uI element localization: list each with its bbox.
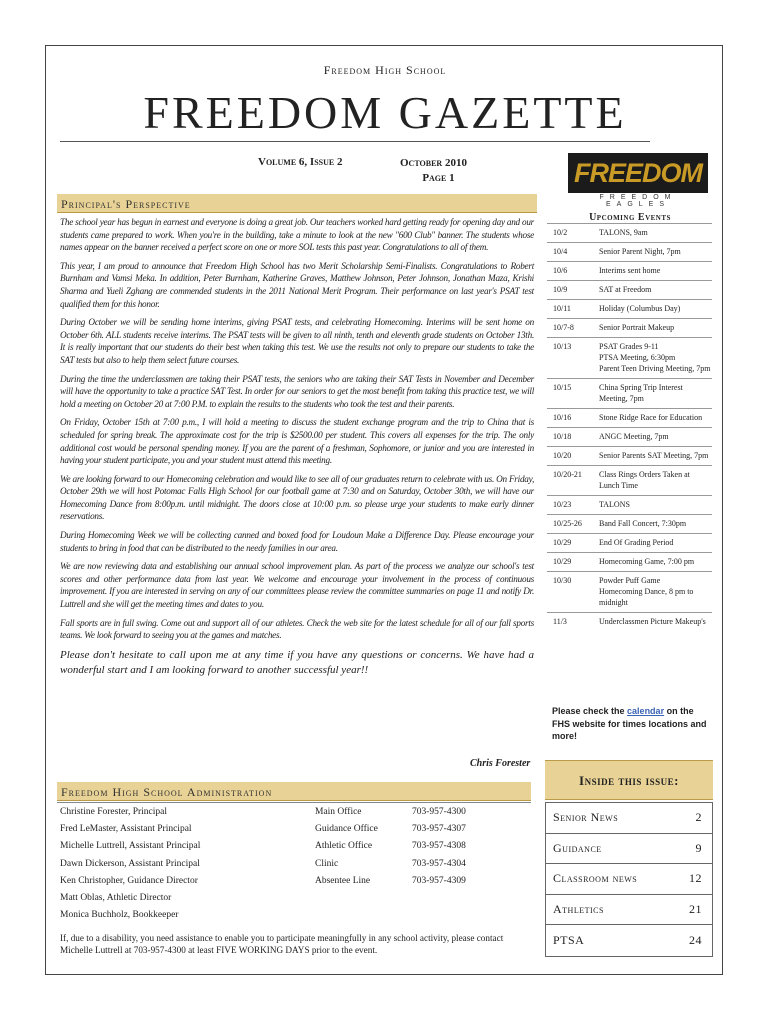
event-row [547, 514, 712, 533]
event-date: 10/7-8 [553, 323, 574, 332]
principal-signature: Chris Forester [470, 758, 531, 769]
article-paragraph: This year, I am proud to announce that Freedom High School has two Merit Scholarship Semi-Finalists. Congratulations to Robert Burnham and Vamsi Meka. In addition, Peter Burnham, Katherine Graves, Matthew Johnson, Peter Johnson, Jonathan Maza, Krishi Sharma and Yueli Zghang are commended students in the 2011 National Merit Program. Their performance on last year's PSAT test qualified them for this honor. [60, 260, 534, 309]
office-phone: 703-957-4308 [412, 841, 466, 852]
staff-member: Dawn Dickerson, Assistant Principal [60, 858, 200, 869]
issue-date [400, 156, 467, 186]
event-text: End Of Grading Period [599, 538, 674, 547]
administration-heading: Freedom High School Administration [57, 782, 531, 801]
article-paragraph: We are looking forward to our Homecoming celebration and would like to see all of our graduates return to celebrate with us. On Friday, October 29th we will host Potomac Falls High School for our football game at 7:30 and on Saturday, October 30th, we will have our Homecoming Dance from 8:00p.m. until midnight. The doors close at 10:00 p.m. so please urge your students to make early dinner reservations. [60, 473, 534, 522]
eagle-logo [568, 153, 708, 208]
office-phone: 703-957-4307 [412, 824, 466, 835]
inside-issue-row [546, 864, 712, 895]
event-date: 10/23 [553, 500, 572, 509]
event-text: Class Rings Orders Taken at Lunch Time [599, 470, 690, 490]
section-name: PTSA [553, 933, 585, 948]
inside-issue-row [546, 834, 712, 865]
logo-subtitle: FREEDOM EAGLES [599, 194, 677, 208]
section-page: 9 [695, 840, 702, 855]
inside-issue-row [546, 895, 712, 926]
event-date: 10/18 [553, 432, 572, 441]
event-row [547, 495, 712, 514]
article-paragraph: Fall sports are in full swing. Come out and support all of our athletes. Check the web site for the latest schedule for all of our fall sports teams. We look forward to seeing you at the games and matches. [60, 617, 534, 641]
article-paragraph: On Friday, October 15th at 7:00 p.m., I will hold a meeting to discuss the student exchange program and the trip to China that is scheduled for spring break. The approximate cost for the trip is $2500.00 per student. This covers all expenses for the trip. The only additional cost would be personal spending money. If you are the parent of a freshman, Sophomore, or junior and you are interested in having your student participate, you and your student must attend this meeting. [60, 417, 534, 466]
event-text: PSAT Grades 9-11 PTSA Meeting, 6:30pm Parent Teen Driving Meeting, 7pm [599, 342, 711, 373]
section-name: Guidance [553, 840, 602, 855]
event-row [547, 427, 712, 446]
volume-issue: Volume 6, Issue 2 [258, 156, 343, 168]
office-phone: 703-957-4300 [412, 807, 466, 817]
event-row [547, 408, 712, 427]
event-date: 10/4 [553, 247, 568, 256]
closing-paragraph: Please don't hesitate to call upon me at any time if you have any questions or concerns. We have had a wonderful start and I am looking forward to another successful year!! [60, 648, 534, 676]
event-date: 10/15 [553, 383, 572, 392]
event-row [547, 552, 712, 571]
principal-article [60, 216, 534, 684]
event-row [547, 261, 712, 280]
section-page: 21 [689, 902, 702, 917]
inside-issue-row [546, 925, 712, 956]
calendar-link[interactable]: calendar [627, 706, 665, 716]
event-date: 10/16 [553, 413, 572, 422]
event-text: Holiday (Columbus Day) [599, 304, 681, 313]
section-name: Athletics [553, 902, 604, 917]
event-row [547, 533, 712, 552]
office-name: Athletic Office [315, 841, 373, 852]
staff-member: Fred LeMaster, Assistant Principal [60, 824, 192, 835]
staff-member: Matt Oblas, Athletic Director [60, 893, 172, 904]
staff-member: Christine Forester, Principal [60, 807, 168, 817]
event-date: 10/11 [553, 304, 571, 313]
event-text: Senior Portrait Makeup [599, 323, 675, 332]
event-date: 10/20-21 [553, 470, 582, 479]
calendar-note [552, 705, 712, 743]
office-name: Guidance Office [315, 824, 378, 835]
event-date: 10/9 [553, 285, 568, 294]
event-text: Senior Parents SAT Meeting, 7pm [599, 451, 709, 460]
event-text: Band Fall Concert, 7:30pm [599, 519, 687, 528]
section-name: Senior News [553, 810, 619, 825]
event-text: Senior Parent Night, 7pm [599, 247, 681, 256]
event-date: 10/2 [553, 228, 568, 237]
event-row [547, 571, 712, 612]
article-paragraph: During the time the underclassmen are taking their PSAT tests, the seniors who are taking their SAT Tests in November and December will have the opportunity to take a practice SAT Test. In order for our seniors to get the most benefit from taking this practice test, we will hold a meeting on October 20 at 7:00 P.M. to explain the results to the students who took the test and their parents. [60, 373, 534, 409]
section-page: 24 [689, 933, 702, 948]
event-row [547, 242, 712, 261]
section-page: 12 [689, 871, 702, 886]
event-text: China Spring Trip Interest Meeting, 7pm [599, 383, 683, 403]
section-name: Classroom news [553, 871, 638, 886]
calendar-note-text-end: on the FHS website for times locations and more! [552, 706, 707, 741]
staff-member: Monica Buchholz, Bookkeeper [60, 910, 179, 921]
staff-list [60, 804, 200, 924]
phone-list [412, 804, 466, 890]
event-row [547, 280, 712, 299]
inside-issue-heading: Inside this issue: [545, 760, 713, 800]
office-name: Main Office [315, 807, 362, 817]
event-row [547, 318, 712, 337]
inside-issue-table [545, 802, 713, 957]
event-text: Interims sent home [599, 266, 661, 275]
section-page: 2 [695, 810, 702, 825]
event-date: 10/29 [553, 557, 572, 566]
article-paragraph: During October we will be sending home interims, giving PSAT tests, and celebrating Homecoming. Interims will be sent home on October 6th. ALL students receive interims. The PSAT tests will be given to all ninth, tenth and eleventh grade students on October 13th. It is really important that our students do their best when taking this test. We use the results not only to prepare our students to take the SAT tests but also to help them select future courses. [60, 317, 534, 365]
office-phone: 703-957-4309 [412, 875, 466, 886]
event-text: TALONS, 9am [599, 228, 648, 237]
event-row [547, 446, 712, 465]
event-row [547, 337, 712, 378]
event-date: 11/3 [553, 617, 567, 626]
event-text: SAT at Freedom [599, 285, 652, 294]
event-date: 10/25-26 [553, 519, 582, 528]
article-paragraph: We are now reviewing data and establishing our annual school improvement plan. As part of the process we analyze our school's test scores and other performance data from last year. We welcome and encourage your involvement in the process of continuous improvement. If you are interested in serving on any of our committees please review the committee summaries on page 11 and notify Dr. Luttrell and she will get the meeting times and dates to you. [60, 561, 534, 610]
article-paragraph: During Homecoming Week we will be collecting canned and boxed food for Loudoun Make a Difference Day. Please encourage your students to bring in food that can be distributed to the needy families in our area. [60, 530, 534, 553]
calendar-note-text: Please check the [552, 706, 628, 716]
disability-notice: If, due to a disability, you need assistance to enable you to participate meaningfully in any school activity, please contact Michelle Luttrell at 703-957-4300 at least FIVE WORKING DAYS prior to the event. [60, 933, 504, 955]
logo-word: FREEDOM [568, 153, 708, 193]
event-row [547, 223, 712, 242]
issue-month: October 2010 [400, 157, 467, 169]
events-list [547, 223, 712, 631]
newsletter-title: FREEDOM GAZETTE [143, 87, 627, 138]
event-text: Powder Puff Game Homecoming Dance, 8 pm to midnight [599, 576, 694, 607]
upcoming-events-heading: Upcoming Events [589, 212, 671, 223]
office-name: Clinic [315, 858, 339, 869]
office-list [315, 804, 378, 890]
event-row [547, 465, 712, 495]
event-text: Underclassmen Picture Makeup's [599, 617, 706, 626]
inside-issue-row [546, 803, 712, 834]
event-row [547, 378, 712, 408]
event-text: ANGC Meeting, 7pm [599, 432, 669, 441]
article-paragraph: The school year has begun in earnest and everyone is doing a great job. Our teachers worked hard getting ready for opening day and our students came prepared to work. When you're in the building, take a minute to look at the new "600 Club" banner. The students whose names appear on the banner received a perfect score on one or more SOL tests this past year. Congratulations to all of them. [60, 217, 534, 253]
event-date: 10/29 [553, 538, 572, 547]
page-number: Page 1 [422, 172, 455, 184]
masthead-rule [60, 141, 650, 142]
staff-member: Michelle Luttrell, Assistant Principal [60, 841, 201, 852]
staff-member: Ken Christopher, Guidance Director [60, 875, 198, 886]
event-date: 10/30 [553, 576, 572, 585]
office-phone: 703-957-4304 [412, 858, 466, 869]
event-row [547, 612, 712, 631]
school-name: Freedom High School [323, 63, 447, 77]
principals-perspective-heading: Principal's Perspective [57, 194, 537, 213]
event-date: 10/20 [553, 451, 572, 460]
event-text: Homecoming Game, 7:00 pm [599, 557, 695, 566]
office-name: Absentee Line [315, 875, 371, 886]
event-row [547, 299, 712, 318]
event-date: 10/6 [553, 266, 568, 275]
event-date: 10/13 [553, 342, 572, 351]
event-text: Stone Ridge Race for Education [599, 413, 703, 422]
administration-rule [57, 802, 531, 803]
event-text: TALONS [599, 500, 630, 509]
